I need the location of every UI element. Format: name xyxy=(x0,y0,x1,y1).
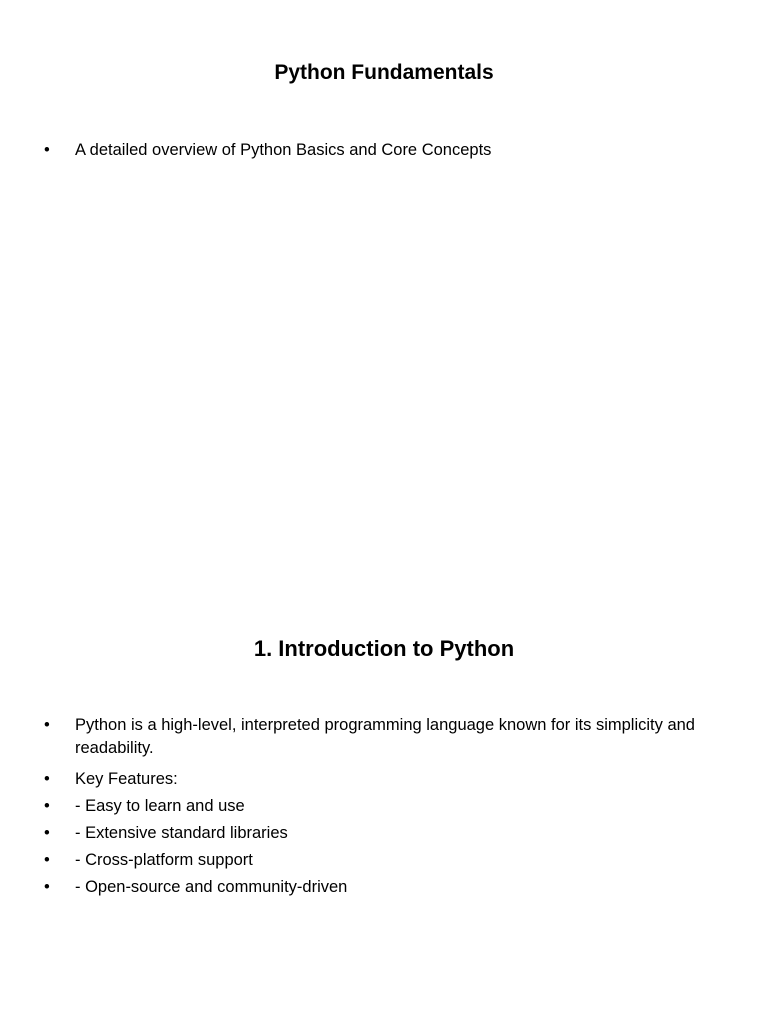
bullet-item xyxy=(44,768,724,791)
bullet-list xyxy=(44,139,724,162)
bullet-list xyxy=(44,714,724,899)
slide-title: 1. Introduction to Python xyxy=(253,636,515,661)
bullet-item xyxy=(44,876,724,899)
bullet-icon: • xyxy=(44,797,50,815)
bullet-item xyxy=(44,714,724,760)
bullet-text: - Open-source and community-driven xyxy=(75,878,348,896)
slide-introduction-to-python xyxy=(0,576,768,1024)
bullet-text: - Cross-platform support xyxy=(75,851,253,869)
bullet-text: - Easy to learn and use xyxy=(75,797,245,815)
bullet-icon: • xyxy=(44,824,50,842)
bullet-text: Python is a high-level, interpreted programming language known for its simplicity and readability. xyxy=(75,716,695,757)
bullet-item xyxy=(44,139,724,162)
bullet-icon: • xyxy=(44,851,50,869)
bullet-text: - Extensive standard libraries xyxy=(75,824,288,842)
bullet-text: Key Features: xyxy=(75,770,178,788)
bullet-item xyxy=(44,822,724,845)
bullet-text: A detailed overview of Python Basics and Core Concepts xyxy=(75,141,492,159)
bullet-item xyxy=(44,795,724,818)
bullet-icon: • xyxy=(44,878,50,896)
bullet-icon: • xyxy=(44,716,50,734)
bullet-item xyxy=(44,849,724,872)
slide-title: Python Fundamentals xyxy=(274,61,494,84)
bullet-icon: • xyxy=(44,770,50,788)
bullet-icon: • xyxy=(44,141,50,159)
